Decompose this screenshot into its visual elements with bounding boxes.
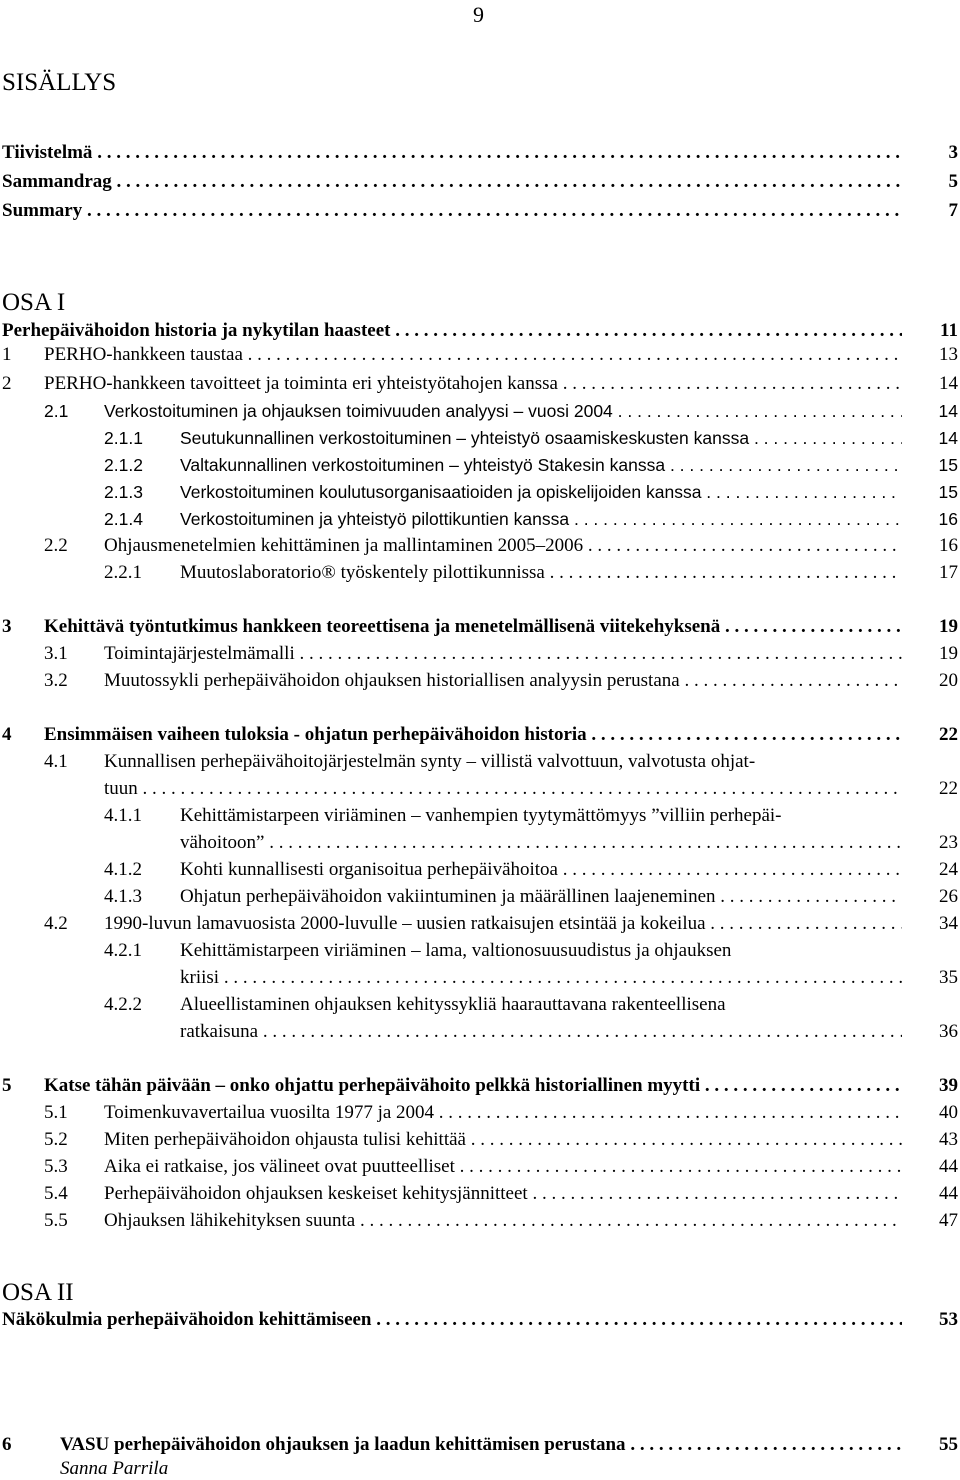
toc-title: Ohjatun perhepäivähoidon vakiintuminen ja määrällinen laajeneminen . . . <box>180 884 902 910</box>
toc-page: 5 <box>918 169 958 195</box>
toc-title: ratkaisuna . . . <box>180 1019 902 1045</box>
toc-title: Alueellistaminen ohjauksen kehityssykliä haarauttavana rakenteellisena <box>180 994 726 1015</box>
toc-entry-4-2-2[interactable] <box>0 992 960 1018</box>
toc-entry-4[interactable] <box>0 722 960 748</box>
toc-title: PERHO-hankkeen taustaa . . . <box>44 342 902 368</box>
toc-number: 4.1.3 <box>104 886 142 907</box>
toc-title: Aika ei ratkaise, jos välineet ovat puutteelliset . . . <box>104 1154 902 1180</box>
toc-entry-2-1-2[interactable] <box>0 452 960 478</box>
toc-page: 19 <box>918 641 958 667</box>
toc-number: 6 <box>2 1434 12 1455</box>
toc-page: 36 <box>918 1019 958 1045</box>
toc-entry-2-1-1[interactable] <box>0 425 960 451</box>
toc-page: 44 <box>918 1181 958 1207</box>
toc-title: Kehittämistarpeen viriäminen – lama, valtionosuusuudistus ja ohjauksen <box>180 940 732 961</box>
toc-title: Ohjauksen lähikehityksen suunta . . . <box>104 1208 902 1234</box>
toc-title: Kunnallisen perhepäivähoitojärjestelmän synty – villistä valvottuun, valvotusta ohjat- <box>104 751 756 772</box>
toc-page: 16 <box>918 506 958 532</box>
toc-number: 2 <box>2 373 12 394</box>
toc-title: Verkostoituminen koulutusorganisaatioiden ja opiskelijoiden kanssa . . . <box>180 479 902 505</box>
toc-title: Perhepäivähoidon historia ja nykytilan haasteet . . . <box>2 318 902 344</box>
toc-page: 22 <box>918 776 958 802</box>
toc-number: 4.1.2 <box>104 859 142 880</box>
toc-title: Näkökulmia perhepäivähoidon kehittämiseen . . . <box>2 1307 902 1333</box>
toc-page: 19 <box>918 614 958 640</box>
toc-title: Verkostoituminen ja yhteistyö pilottikuntien kanssa . . . <box>180 506 902 532</box>
toc-title: Toimintajärjestelmämalli . . . <box>104 641 902 667</box>
toc-entry-4-2-2-cont[interactable] <box>0 1019 960 1045</box>
toc-number: 3.1 <box>44 643 68 664</box>
toc-title: Ohjausmenetelmien kehittäminen ja mallintaminen 2005–2006 . . . <box>104 533 902 559</box>
toc-page: 14 <box>918 425 958 451</box>
toc-number: 2.2.1 <box>104 562 142 583</box>
toc-page: 16 <box>918 533 958 559</box>
toc-page: 20 <box>918 668 958 694</box>
toc-number: 5 <box>2 1075 12 1096</box>
toc-title: PERHO-hankkeen tavoitteet ja toiminta eri yhteistyötahojen kanssa . . . <box>44 371 902 397</box>
toc-title: Muutossykli perhepäivähoidon ohjauksen historiallisen analyysin perustana . . . <box>104 668 902 694</box>
toc-number: 5.4 <box>44 1183 68 1204</box>
toc-entry-2-1-4[interactable] <box>0 506 960 532</box>
toc-page: 13 <box>918 342 958 368</box>
toc-page: 7 <box>918 198 958 224</box>
toc-number: 3 <box>2 616 12 637</box>
toc-title: VASU perhepäivähoidon ohjauksen ja laadun kehittämisen perustana . . . <box>60 1432 902 1458</box>
toc-number: 5.3 <box>44 1156 68 1177</box>
toc-entry-4-1-cont[interactable] <box>0 776 960 802</box>
toc-entry-4-1[interactable] <box>0 749 960 775</box>
toc-page: 24 <box>918 857 958 883</box>
toc-entry-2-1[interactable] <box>0 398 960 424</box>
toc-entry-front-2[interactable] <box>0 169 960 195</box>
contents-heading: SISÄLLYS <box>2 69 117 96</box>
toc-title: kriisi . . . <box>180 965 902 991</box>
toc-title: Muutoslaboratorio® työskentely pilottikunnissa . . . <box>180 560 902 586</box>
toc-entry-4-2-1[interactable] <box>0 938 960 964</box>
toc-number: 4.2 <box>44 913 68 934</box>
toc-entry-5-4[interactable] <box>0 1181 960 1207</box>
toc-title: Katse tähän päivään – onko ohjattu perhepäivähoito pelkkä historiallinen myytti . . . <box>44 1073 902 1099</box>
toc-page: 15 <box>918 452 958 478</box>
toc-page: 22 <box>918 722 958 748</box>
toc-number: 1 <box>2 344 12 365</box>
toc-number: 5.5 <box>44 1210 68 1231</box>
toc-page: 3 <box>918 140 958 166</box>
toc-title: Kehittämistarpeen viriäminen – vanhempien tyytymättömyys ”villiin perhepäi- <box>180 805 782 826</box>
toc-page: 43 <box>918 1127 958 1153</box>
toc-number: 2.1.4 <box>104 509 143 529</box>
toc-page: 14 <box>918 398 958 424</box>
toc-page: 23 <box>918 830 958 856</box>
toc-page: 26 <box>918 884 958 910</box>
toc-page: 17 <box>918 560 958 586</box>
toc-title: Valtakunnallinen verkostoituminen – yhteistyö Stakesin kanssa . . . <box>180 452 902 478</box>
toc-number: 4.2.2 <box>104 994 142 1015</box>
toc-number: 2.2 <box>44 535 68 556</box>
toc-entry-6[interactable] <box>0 1432 960 1458</box>
toc-number: 4.2.1 <box>104 940 142 961</box>
toc-title: Toimenkuvavertailua vuosilta 1977 ja 2004 . . . <box>104 1100 902 1126</box>
toc-title: tuun . . . <box>104 776 902 802</box>
toc-number: 4.1 <box>44 751 68 772</box>
toc-number: 2.1 <box>44 401 69 421</box>
toc-number: 2.1.1 <box>104 428 143 448</box>
toc-number: 5.1 <box>44 1102 68 1123</box>
toc-number: 4.1.1 <box>104 805 142 826</box>
toc-title: Ensimmäisen vaiheen tuloksia - ohjatun perhepäivähoidon historia . . . <box>44 722 902 748</box>
part2-subtitle-entry[interactable] <box>0 1307 960 1333</box>
toc-number: 2.1.2 <box>104 455 143 475</box>
toc-title: Seutukunnallinen verkostoituminen – yhteistyö osaamiskeskusten kanssa . . . <box>180 425 902 451</box>
toc-title: Kehittävä työntutkimus hankkeen teoreettisena ja menetelmällisenä viitekehyksenä . . . <box>44 614 902 640</box>
toc-number: 4 <box>2 724 12 745</box>
toc-page: 47 <box>918 1208 958 1234</box>
toc-entry-4-2[interactable] <box>0 911 960 937</box>
toc-entry-5[interactable] <box>0 1073 960 1099</box>
toc-title: Perhepäivähoidon ohjauksen keskeiset kehitysjännitteet . . . <box>104 1181 902 1207</box>
part2-heading: OSA II <box>2 1279 74 1306</box>
toc-entry-2-1-3[interactable] <box>0 479 960 505</box>
toc-entry-5-2[interactable] <box>0 1127 960 1153</box>
toc-title: Kohti kunnallisesti organisoitua perhepäivähoitoa . . . <box>180 857 902 883</box>
toc-page: 34 <box>918 911 958 937</box>
toc-title: Miten perhepäivähoidon ohjausta tulisi kehittää . . . <box>104 1127 902 1153</box>
toc-page: 44 <box>918 1154 958 1180</box>
toc-entry-1[interactable] <box>0 342 960 368</box>
toc-entry-3-2[interactable] <box>0 668 960 694</box>
toc-title: 1990-luvun lamavuosista 2000-luvulle – uusien ratkaisujen etsintää ja kokeilua . . . <box>104 911 902 937</box>
toc-entry-4-1-1-cont[interactable] <box>0 830 960 856</box>
toc-entry-4-1-1[interactable] <box>0 803 960 829</box>
toc-entry-2-2[interactable] <box>0 533 960 559</box>
toc-page: 35 <box>918 965 958 991</box>
toc-entry-2[interactable] <box>0 371 960 397</box>
toc-entry-4-1-2[interactable] <box>0 857 960 883</box>
toc-page: 15 <box>918 479 958 505</box>
toc-title: Summary . . . <box>2 198 902 224</box>
toc-entry-5-3[interactable] <box>0 1154 960 1180</box>
page-number: 9 <box>473 2 484 27</box>
toc-entry-3[interactable] <box>0 614 960 640</box>
toc-entry-front-3[interactable] <box>0 198 960 224</box>
toc-page: 39 <box>918 1073 958 1099</box>
toc-number: 2.1.3 <box>104 482 143 502</box>
toc-page: 11 <box>918 318 958 344</box>
toc-page: 14 <box>918 371 958 397</box>
toc-title: vähoitoon” . . . <box>180 830 902 856</box>
toc-entry-5-5[interactable] <box>0 1208 960 1234</box>
toc-entry-4-1-3[interactable] <box>0 884 960 910</box>
toc-title: Tiivistelmä . . . <box>2 140 902 166</box>
toc-entry-2-2-1[interactable] <box>0 560 960 586</box>
toc-page: 53 <box>918 1307 958 1333</box>
toc-title: Verkostoituminen ja ohjauksen toimivuuden analyysi – vuosi 2004 . . . <box>104 398 902 424</box>
toc-entry-front-1[interactable] <box>0 140 960 166</box>
toc-entry-3-1[interactable] <box>0 641 960 667</box>
toc-page: 40 <box>918 1100 958 1126</box>
part1-subtitle-entry[interactable] <box>0 318 960 344</box>
toc-title: Sammandrag . . . <box>2 169 902 195</box>
toc-entry-5-1[interactable] <box>0 1100 960 1126</box>
toc-number: 5.2 <box>44 1129 68 1150</box>
toc-number: 3.2 <box>44 670 68 691</box>
chapter-author: Sanna Parrila <box>60 1458 169 1479</box>
part1-heading: OSA I <box>2 289 66 316</box>
toc-entry-4-2-1-cont[interactable] <box>0 965 960 991</box>
toc-page: 55 <box>918 1432 958 1458</box>
